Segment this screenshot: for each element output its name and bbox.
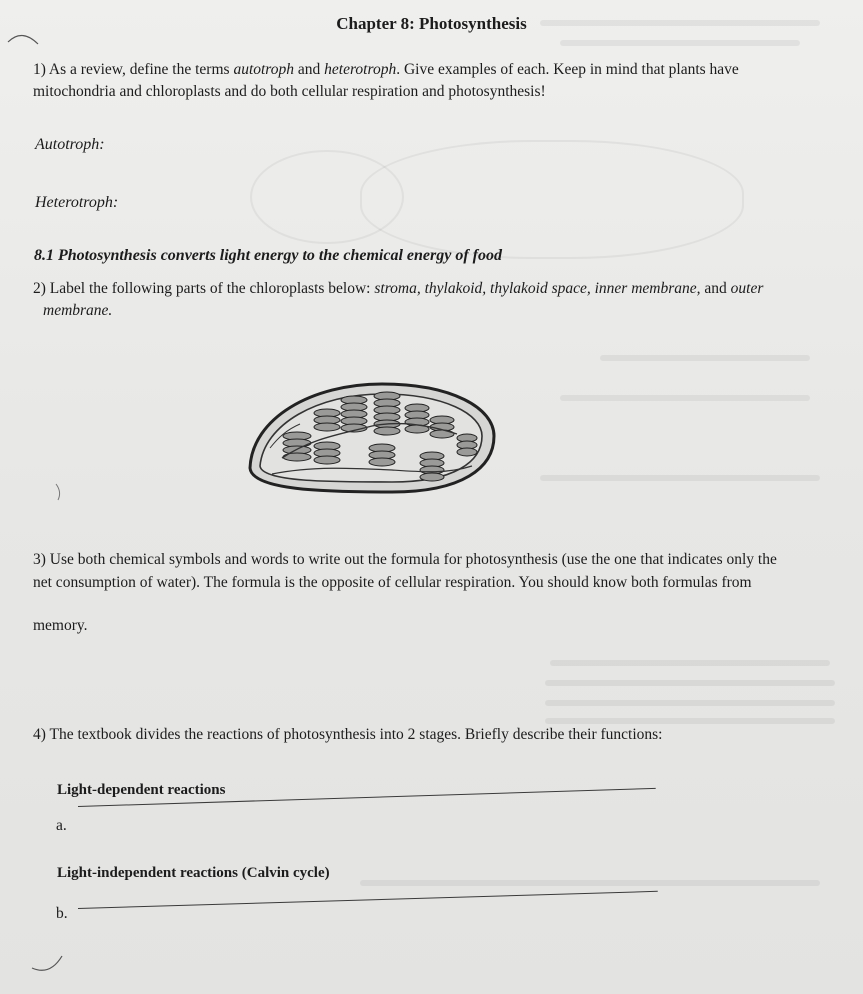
chloroplast-diagram-icon [242, 378, 502, 498]
question-3-line-3: memory. [33, 617, 88, 634]
question-3-line-2: net consumption of water). The formula is the opposite of cellular respiration. You should know both formulas from [33, 574, 752, 591]
stage-a-letter: a. [56, 817, 67, 834]
question-2-line-2: membrane. [43, 302, 113, 319]
question-1-line-2: mitochondria and chloroplasts and do both cellular respiration and photosynthesis! [33, 83, 546, 100]
section-heading: 8.1 Photosynthesis converts light energy to the chemical energy of food [34, 247, 502, 264]
autotroph-label: Autotroph: [35, 136, 105, 153]
question-1-prefix: 1) As a review, define the terms [33, 61, 234, 78]
question-2-and: and [700, 280, 731, 297]
chloroplast-part-outer: outer [730, 280, 764, 297]
term-heterotroph: heterotroph [324, 61, 397, 78]
page-title: Chapter 8: Photosynthesis [336, 14, 527, 33]
question-1-and: and [294, 61, 325, 78]
chloroplast-parts-list: stroma, thylakoid, thylakoid space, inner membrane, [374, 280, 701, 297]
question-2-line-1 [33, 278, 763, 300]
question-1-suffix: . Give examples of each. Keep in mind that plants have [396, 61, 739, 78]
term-autotroph: autotroph [233, 61, 295, 78]
question-2-prefix: 2) Label the following parts of the chloroplasts below: [33, 280, 375, 297]
question-1-line-1 [33, 59, 739, 81]
stage-b-letter: b. [56, 905, 68, 922]
stage-a-label: Light-dependent reactions [57, 782, 226, 798]
question-3-line-1: 3) Use both chemical symbols and words to write out the formula for photosynthesis (use the one that indicates only the [33, 551, 777, 568]
question-4-line-1: 4) The textbook divides the reactions of photosynthesis into 2 stages. Briefly describe their functions: [33, 726, 663, 743]
heterotroph-label: Heterotroph: [35, 194, 119, 211]
stage-b-label: Light-independent reactions (Calvin cycle) [57, 865, 330, 881]
